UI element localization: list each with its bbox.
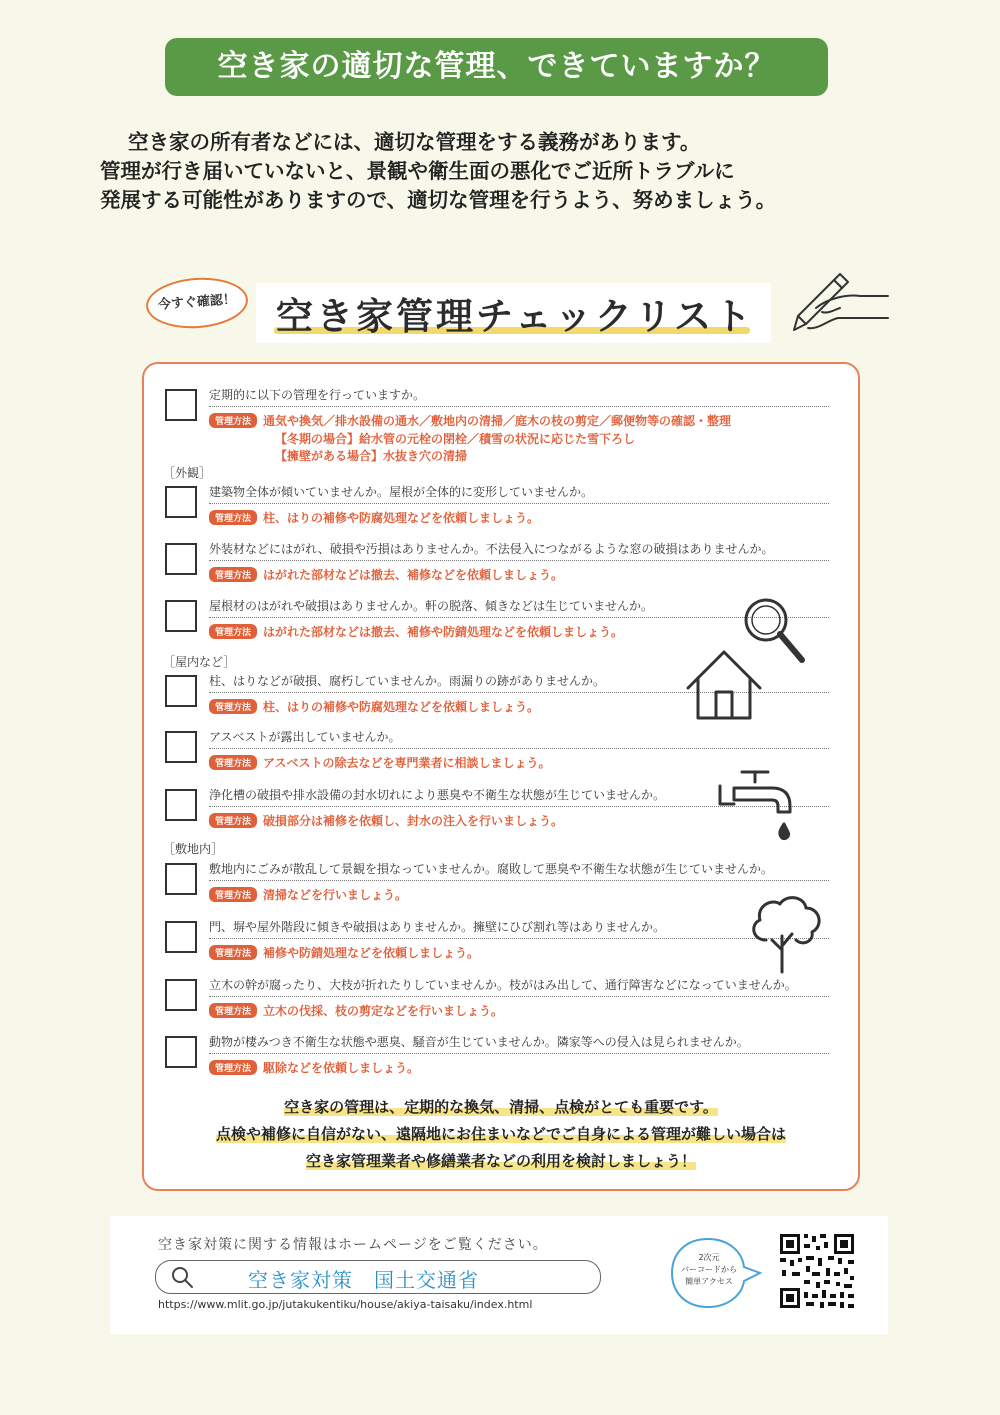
footer-note: 空き家対策に関する情報はホームページをご覧ください。: [158, 1237, 548, 1253]
method-tag: 管理方法: [209, 567, 257, 582]
check-question: 門、塀や屋外階段に傾きや破損はありませんか。擁壁にひび割れ等はありませんか。: [209, 920, 666, 934]
method-extra: 【冬期の場合】給水管の元栓の閉栓／積雪の状況に応じた雪下ろし: [275, 432, 636, 446]
closing-line: 空き家管理業者や修繕業者などの利用を検討しましょう！: [305, 1152, 696, 1170]
management-method: [209, 944, 479, 961]
checklist-card: [142, 362, 860, 1191]
checklist-title: 空き家管理チェックリスト: [276, 295, 755, 338]
homepage-url[interactable]: https://www.mlit.go.jp/jutakukentiku/house/akiya-taisaku/index.html: [158, 1298, 533, 1311]
management-method: [209, 566, 563, 583]
checkbox[interactable]: [165, 389, 197, 421]
check-question: 柱、はりなどが破損、腐朽していませんか。雨漏りの跡がありませんか。: [209, 674, 606, 688]
dotted-divider: [209, 503, 829, 504]
tree-icon: [746, 890, 826, 974]
method-text: 柱、はりの補修や防腐処理などを依頼しましょう。: [263, 700, 540, 714]
method-tag: 管理方法: [209, 510, 257, 525]
method-text: 駆除などを依頼しましょう。: [263, 1061, 420, 1075]
method-text: 立木の伐採、枝の剪定などを行いましょう。: [263, 1004, 504, 1018]
method-tag: 管理方法: [209, 1060, 257, 1075]
checkbox[interactable]: [165, 731, 197, 763]
checkbox[interactable]: [165, 600, 197, 632]
method-extra: 【擁壁がある場合】水抜き穴の清掃: [275, 449, 468, 463]
method-text: アスベストの除去などを専門業者に相談しましょう。: [263, 756, 551, 770]
method-text: 清掃などを行いましょう。: [263, 888, 408, 902]
checklist-item: [144, 976, 858, 1026]
management-method: [209, 412, 731, 429]
checklist-item: [144, 483, 858, 533]
dotted-divider: [209, 748, 829, 749]
method-tag: 管理方法: [209, 945, 257, 960]
management-method: [209, 886, 407, 903]
bubble-text: 2次元 バーコードから 簡単アクセス: [681, 1253, 737, 1286]
check-question: 建築物全体が傾いていませんか。屋根が全体的に変形していませんか。: [209, 485, 594, 499]
dotted-divider: [209, 560, 829, 561]
banner-title: 空き家の適切な管理、できていますか？: [165, 38, 828, 96]
section-label-exterior: ［外観］: [163, 466, 212, 480]
check-now-badge: 今すぐ確認！: [144, 275, 249, 332]
method-tag: 管理方法: [209, 624, 257, 639]
checklist-item: [144, 540, 858, 590]
method-tag: 管理方法: [209, 755, 257, 770]
check-question: 定期的に以下の管理を行っていますか。: [209, 388, 426, 402]
search-icon: [170, 1265, 194, 1289]
management-method: [209, 754, 551, 771]
management-method: [209, 698, 539, 715]
management-method: [209, 812, 563, 829]
management-method: [209, 623, 623, 640]
closing-line: 点検や補修に自信がない、遠隔地にお住まいなどでご自身による管理が難しい場合は: [215, 1125, 786, 1143]
house-magnifier-icon: [684, 592, 814, 722]
method-tag: 管理方法: [209, 413, 257, 428]
check-question: 外装材などにはがれ、破損や汚損はありませんか。不法侵入につながるような窓の破損はありませんか。: [209, 542, 774, 556]
dotted-divider: [209, 880, 829, 881]
dotted-divider: [209, 1053, 829, 1054]
management-method: [209, 509, 539, 526]
method-text: はがれた部材などは撤去、補修などを依頼しましょう。: [263, 568, 564, 582]
management-method: [209, 1002, 503, 1019]
qr-code-icon[interactable]: [778, 1232, 856, 1310]
method-text: 通気や換気／排水設備の通水／敷地内の清掃／庭木の枝の剪定／郵便物等の確認・整理: [263, 414, 732, 428]
method-tag: 管理方法: [209, 699, 257, 714]
intro-line: 発展する可能性がありますので、適切な管理を行うよう、努めましょう。: [100, 188, 777, 212]
section-label-grounds: ［敷地内］: [163, 842, 224, 856]
check-question: 動物が棲みつき不衛生な状態や悪臭、騒音が生じていませんか。隣家等への侵入は見られませんか。: [209, 1035, 749, 1049]
closing-line: 空き家の管理は、定期的な換気、清掃、点検がとても重要です。: [284, 1098, 718, 1116]
checkbox[interactable]: [165, 789, 197, 821]
check-question: 浄化槽の破損や排水設備の封水切れにより悪臭や不衛生な状態が生じていませんか。: [209, 788, 666, 802]
closing-message: [144, 1094, 858, 1175]
checkbox[interactable]: [165, 1036, 197, 1068]
intro-line: 管理が行き届いていないと、景観や衛生面の悪化でご近所トラブルに: [100, 159, 735, 183]
dotted-divider: [209, 996, 829, 997]
check-question: アスベストが露出していませんか。: [209, 730, 401, 744]
search-keywords: 空き家対策 国土交通省: [248, 1268, 479, 1292]
method-tag: 管理方法: [209, 1003, 257, 1018]
check-question: 屋根材のはがれや破損はありませんか。軒の脱落、傾きなどは生じていませんか。: [209, 599, 654, 613]
method-tag: 管理方法: [209, 887, 257, 902]
method-text: 柱、はりの補修や防腐処理などを依頼しましょう。: [263, 511, 540, 525]
dotted-divider: [209, 406, 829, 407]
intro-line: 空き家の所有者などには、適切な管理をする義務があります。: [128, 130, 701, 154]
section-label-interior: ［屋内など］: [163, 655, 236, 669]
checkbox[interactable]: [165, 921, 197, 953]
checkbox[interactable]: [165, 979, 197, 1011]
faucet-icon: [716, 764, 806, 848]
intro-text: [100, 128, 940, 215]
method-text: 破損部分は補修を依頼し、封水の注入を行いましょう。: [263, 814, 564, 828]
checkbox[interactable]: [165, 543, 197, 575]
management-method: [209, 1059, 419, 1076]
check-question: 敷地内にごみが散乱して景観を損なっていませんか。腐敗して悪臭や不衛生な状態が生じていませんか。: [209, 862, 774, 876]
checkbox[interactable]: [165, 863, 197, 895]
checkbox[interactable]: [165, 675, 197, 707]
checklist-item: [144, 386, 858, 463]
method-text: はがれた部材などは撤去、補修や防錆処理などを依頼しましょう。: [263, 625, 624, 639]
check-question: 立木の幹が腐ったり、大枝が折れたりしていませんか。枝がはみ出して、通行障害などになっていませんか。: [209, 978, 797, 992]
hand-writing-icon: [788, 268, 892, 338]
method-tag: 管理方法: [209, 813, 257, 828]
checklist-item: [144, 1033, 858, 1083]
method-text: 補修や防錆処理などを依頼しましょう。: [263, 946, 480, 960]
checkbox[interactable]: [165, 486, 197, 518]
dotted-divider: [209, 938, 829, 939]
